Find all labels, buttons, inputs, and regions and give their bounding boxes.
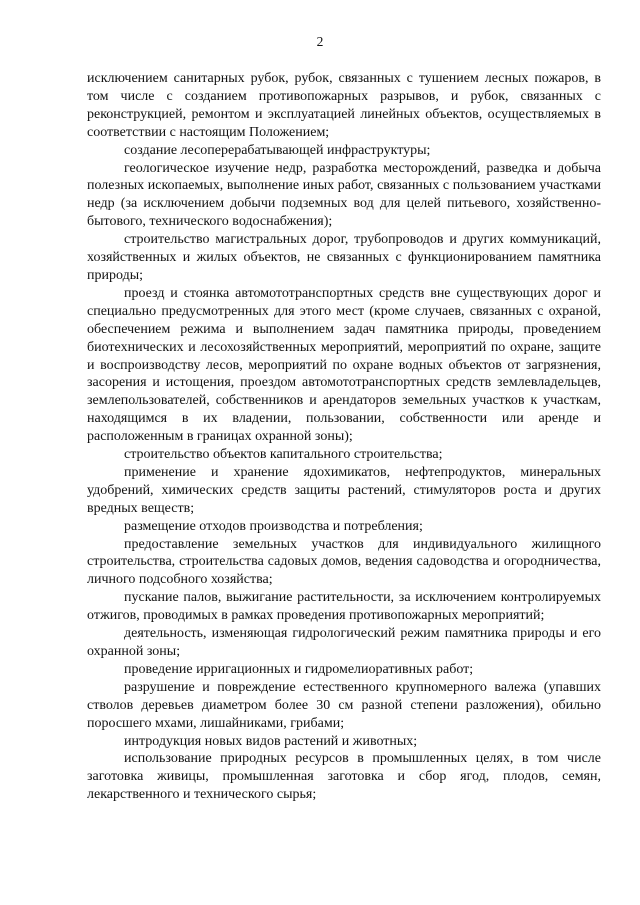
list-item-paragraph: проезд и стоянка автомототранспортных средств вне существующих дорог и специально предусмотренных для этого мест (кроме случаев, связанных с охраной, обеспечением режима и выполнением задач памятника природы, проведением биотехнических и лесохозяйственных мероприятий, мероприятий по охране, защите и воспроизводству лесов, мероприятий по охране водных объектов от загрязнения, засорения и истощения, проездом автомототранспортных средств землевладельцев, землепользователей, собственников и арендаторов земельных участков к участкам, находящимся в их владении, пользовании, собственности или аренде и расположенным в границах охранной зоны); [87,285,601,445]
list-item-paragraph: размещение отходов производства и потребления; [124,518,423,534]
list-item-paragraph: разрушение и повреждение естественного крупномерного валежа (упавших стволов деревьев диаметром более 30 см разной степени разложения), обильно поросшего мхами, лишайниками, грибами; [87,679,601,731]
list-item-paragraph: деятельность, изменяющая гидрологический режим памятника природы и его охранной зоны; [87,626,601,659]
paragraph-continuation: исключением санитарных рубок, рубок, связанных с тушением лесных пожаров, в том числе с созданием противопожарных разрывов, и рубок, связанных с реконструкцией, ремонтом и эксплуатацией линейных объектов, осуществляемых в соответствии с настоящим Положением; [87,71,601,140]
list-item-paragraph: строительство магистральных дорог, трубопроводов и других коммуникаций, хозяйственных и жилых объектов, не связанных с функционированием памятника природы; [87,232,601,283]
list-item-paragraph: создание лесоперерабатывающей инфраструктуры; [124,142,431,158]
list-item-paragraph: пускание палов, выжигание растительности, за исключением контролируемых отжигов, проводимых в рамках проведения противопожарных мероприятий; [87,590,601,624]
list-item-paragraph: строительство объектов капитального строительства; [124,447,443,463]
list-item-paragraph: геологическое изучение недр, разработка месторождений, разведка и добыча полезных ископаемых, выполнение иных работ, связанных с пользованием участками недр (за исключением добычи подземных вод для целей питьевого, хозяйственно-бытового, технического водоснабжения); [87,160,601,230]
list-item-paragraph: предоставление земельных участков для индивидуального жилищного строительства, строительства садовых домов, ведения садоводства и огородничества, личного подсобного хозяйства; [87,536,601,588]
list-item-paragraph: интродукция новых видов растений и животных; [124,733,418,749]
list-item-paragraph: применение и хранение ядохимикатов, нефтепродуктов, минеральных удобрений, химических средств защиты растений, стимуляторов роста и других вредных веществ; [87,464,601,516]
document-body [87,70,601,804]
list-item-paragraph: использование природных ресурсов в промышленных целях, в том числе заготовка живицы, промышленная заготовка и сбор ягод, плодов, семян, лекарственного и технического сырья; [87,751,601,803]
page-number: 2 [316,34,324,49]
list-item-paragraph: проведение ирригационных и гидромелиоративных работ; [124,661,474,677]
